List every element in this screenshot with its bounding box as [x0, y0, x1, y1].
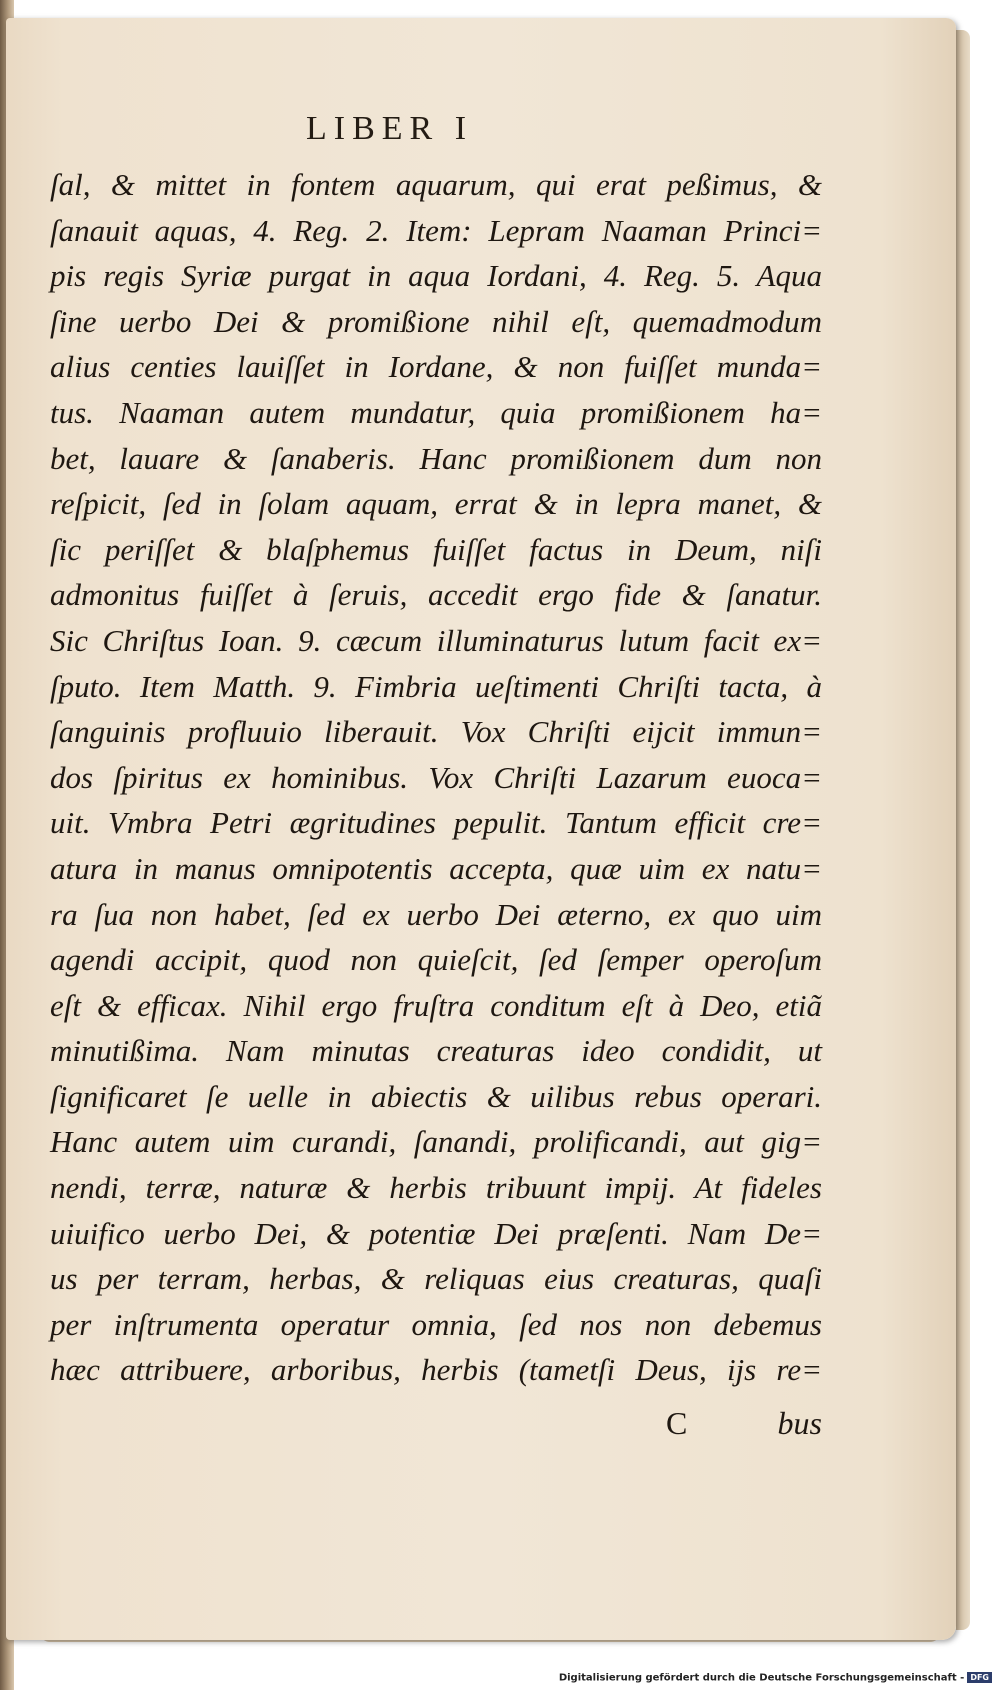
text-line: admonitus fuiſſet à ſeruis, accedit ergo fide & ſanatur. — [50, 577, 822, 613]
page-stack-edge — [956, 30, 970, 1630]
text-line: ſic periſſet & blaſphemus fuiſſet factus in Deum, niſi — [50, 531, 822, 567]
text-line: ſine uerbo Dei & promißione nihil eſt, quemadmodum — [50, 303, 822, 339]
credit-text: Digitalisierung gefördert durch die Deutsche Forschungsgemeinschaft - — [558, 1672, 965, 1684]
catchword: bus — [777, 1405, 822, 1441]
text-line: dos ſpiritus ex hominibus. Vox Chriſti Lazarum euoca= — [50, 759, 822, 795]
body-text — [50, 162, 822, 1393]
text-line: ſanauit aquas, 4. Reg. 2. Item: Lepram Naaman Princi= — [50, 212, 822, 248]
text-line: atura in manus omnipotentis accepta, quæ uim ex natu= — [50, 850, 822, 886]
text-line: us per terram, herbas, & reliquas eius creaturas, quaſi — [50, 1261, 822, 1297]
text-line: nendi, terræ, naturæ & herbis tribuunt impij. At fideles — [50, 1170, 822, 1206]
text-line: hæc attribuere, arboribus, herbis (tametſi Deus, ijs re= — [50, 1352, 822, 1388]
text-line: pis regis Syriæ purgat in aqua Iordani, 4. Reg. 5. Aqua — [50, 258, 822, 294]
text-line: ſanguinis profluuio liberauit. Vox Chriſti eijcit immun= — [50, 714, 822, 750]
signature-mark: C — [666, 1405, 688, 1441]
text-line: ſignificaret ſe uelle in abiectis & uilibus rebus operari. — [50, 1078, 822, 1114]
text-line: per inſtrumenta operatur omnia, ſed nos non debemus — [50, 1306, 822, 1342]
text-line: ſal, & mittet in fontem aquarum, qui erat peßimus, & — [50, 167, 822, 202]
text-line: reſpicit, ſed in ſolam aquam, errat & in lepra manet, & — [50, 486, 822, 522]
text-line: bet, lauare & ſanaberis. Hanc promißionem dum non — [50, 440, 822, 476]
text-line: ſputo. Item Matth. 9. Fimbria ueſtimenti Chriſti tacta, à — [50, 668, 822, 704]
text-line: uit. Vmbra Petri ægritudines pepulit. Tantum efficit cre= — [50, 805, 822, 841]
text-line: eſt & efficax. Nihil ergo fruſtra conditum eſt à Deo, etiã — [50, 987, 822, 1023]
text-line: Sic Chriſtus Ioan. 9. cæcum illuminaturus lutum facit ex= — [50, 622, 822, 658]
text-line: uiuifico uerbo Dei, & potentiæ Dei præſenti. Nam De= — [50, 1215, 822, 1251]
running-head: LIBER I — [306, 110, 474, 147]
text-line: alius centies lauiſſet in Iordane, & non fuiſſet munda= — [50, 349, 822, 385]
digitization-credit — [470, 1672, 992, 1688]
text-line: agendi accipit, quod non quieſcit, ſed ſemper operoſum — [50, 942, 822, 978]
catchword-line — [50, 1405, 822, 1449]
text-line: ra ſua non habet, ſed ex uerbo Dei æterno, ex quo uim — [50, 896, 822, 932]
text-line: minutißima. Nam minutas creaturas ideo condidit, ut — [50, 1033, 822, 1069]
text-line: Hanc autem uim curandi, ſanandi, prolificandi, aut gig= — [50, 1124, 822, 1160]
text-line: tus. Naaman autem mundatur, quia promißionem ha= — [50, 394, 822, 430]
dfg-logo: DFG — [967, 1672, 992, 1683]
